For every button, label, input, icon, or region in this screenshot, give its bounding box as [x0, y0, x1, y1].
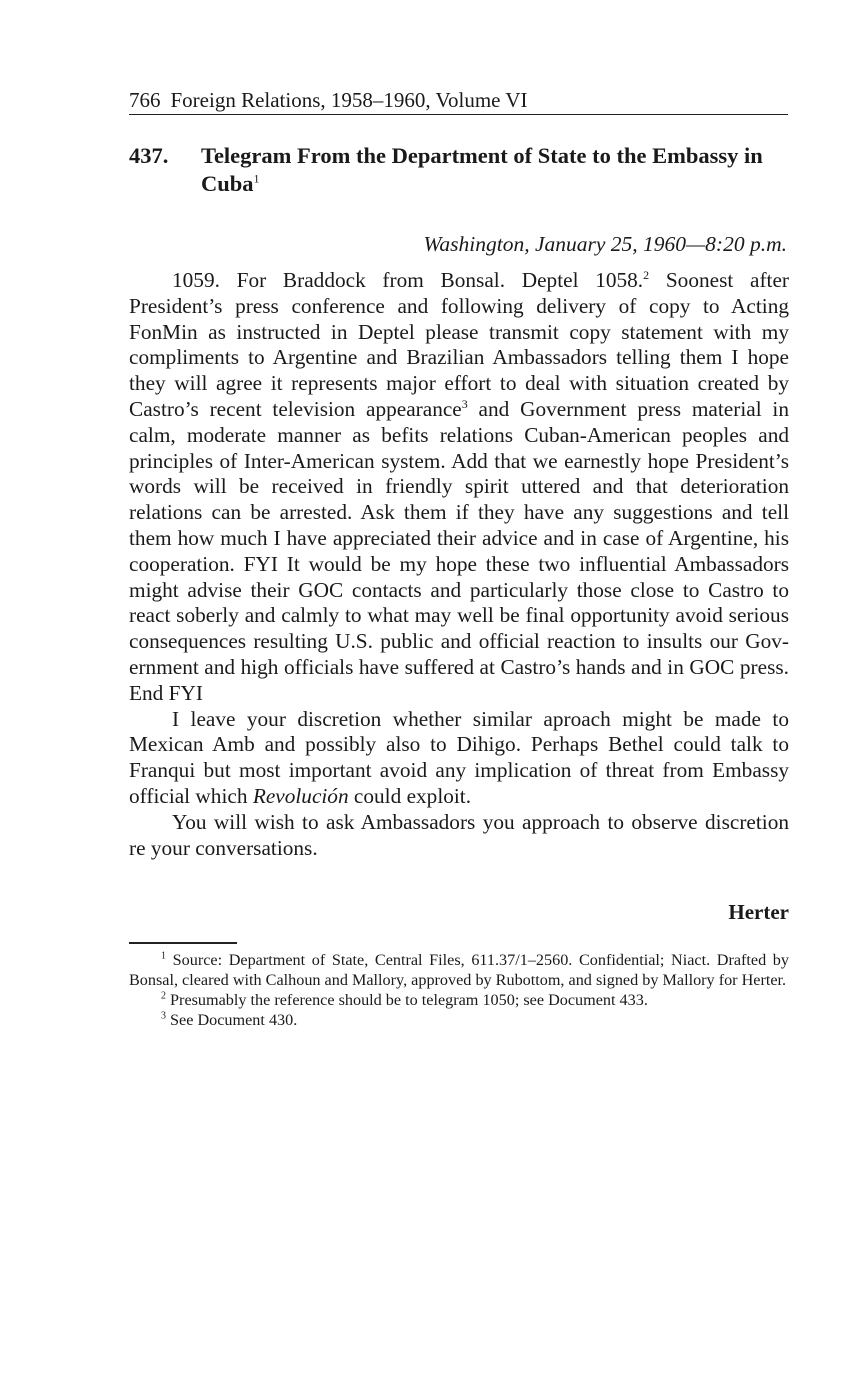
paragraph-3: You will wish to ask Ambassadors you approach to observe discretion re your conversations. — [129, 809, 789, 860]
newspaper-name: Revolución — [252, 783, 349, 808]
footnote-text: Presumably the reference should be to telegram 1050; see Document 433. — [166, 991, 648, 1009]
paragraph-1-text-b: Soonest after President’s press conference and following delivery of copy to Acting FonMin as instructed in Deptel please transmit copy statement with my compliments to Argentine and Brazilian Ambassadors telling them I hope they will agree it represents major effort to deal with situation created by Castro’s recent television appearance — [129, 268, 789, 421]
signature: Herter — [728, 900, 789, 924]
dateline: Washington, January 25, 1960—8:20 p.m. — [423, 232, 787, 256]
running-header — [129, 86, 788, 115]
footnote-1 — [129, 950, 789, 990]
footnote-divider — [129, 942, 237, 944]
page-number: 766 — [129, 88, 161, 112]
footnote-ref-1[interactable]: 1 — [253, 171, 260, 186]
footnote-3 — [129, 1010, 789, 1030]
document-number: 437. — [129, 143, 169, 168]
paragraph-1-text-a: 1059. For Braddock from Bonsal. Deptel 1058. — [172, 268, 644, 292]
paragraph-2-text-a: I leave your discretion whether similar aproach might be made to Mexican Amb and possibly also to Dihigo. Perhaps Bethel could talk to Franqui but most important avoid any implication of threat from Embassy official which — [129, 706, 789, 808]
document-title — [201, 142, 789, 198]
footnote-text: Source: Department of State, Central Files, 611.37/1–2560. Confidential; Niact. Drafted by Bonsal, cleared with Calhoun and Mallory, approved by Rubottom, and signed by Mallory for Herter. — [129, 951, 789, 989]
footnote-ref-3[interactable]: 3 — [461, 396, 468, 411]
paragraph-1 — [129, 268, 789, 707]
paragraph-2 — [129, 707, 789, 810]
document-heading — [129, 142, 789, 198]
footnotes — [129, 950, 789, 1030]
paragraph-2-text-b: could exploit. — [348, 783, 472, 808]
footnote-mark: 1 — [161, 950, 166, 962]
footnote-ref-2[interactable]: 2 — [643, 267, 650, 282]
paragraph-1-text-c: and Government press material in calm, moderate manner as befits relations Cuban-American peoples and principles of Inter-American system. Add that we earnestly hope President’s words will be received in friendly spirit uttered and that deterioration relations can be arrested. Ask them if they have any suggestions and tell them how much I have appreciated their advice and in case of Argentine, his cooperation. FYI It would be my hope these two influential Ambassadors might advise their GOC contacts and particularly those close to Castro to react soberly and calmly to what may well be final opportunity avoid serious consequences resulting U.S. public and official reaction to insults our Government and high officials have suffered at Castro’s hands and in GOC press. End FYI — [129, 396, 789, 705]
footnote-2 — [129, 990, 789, 1010]
footnote-mark: 3 — [161, 1010, 166, 1022]
running-title: Foreign Relations, 1958–1960, Volume VI — [170, 88, 528, 112]
document-title-text: Telegram From the Department of State to the Embassy in Cuba — [201, 143, 763, 196]
telegram-body — [129, 268, 789, 861]
footnote-mark: 2 — [161, 990, 166, 1002]
footnote-text: See Document 430. — [166, 1011, 298, 1029]
